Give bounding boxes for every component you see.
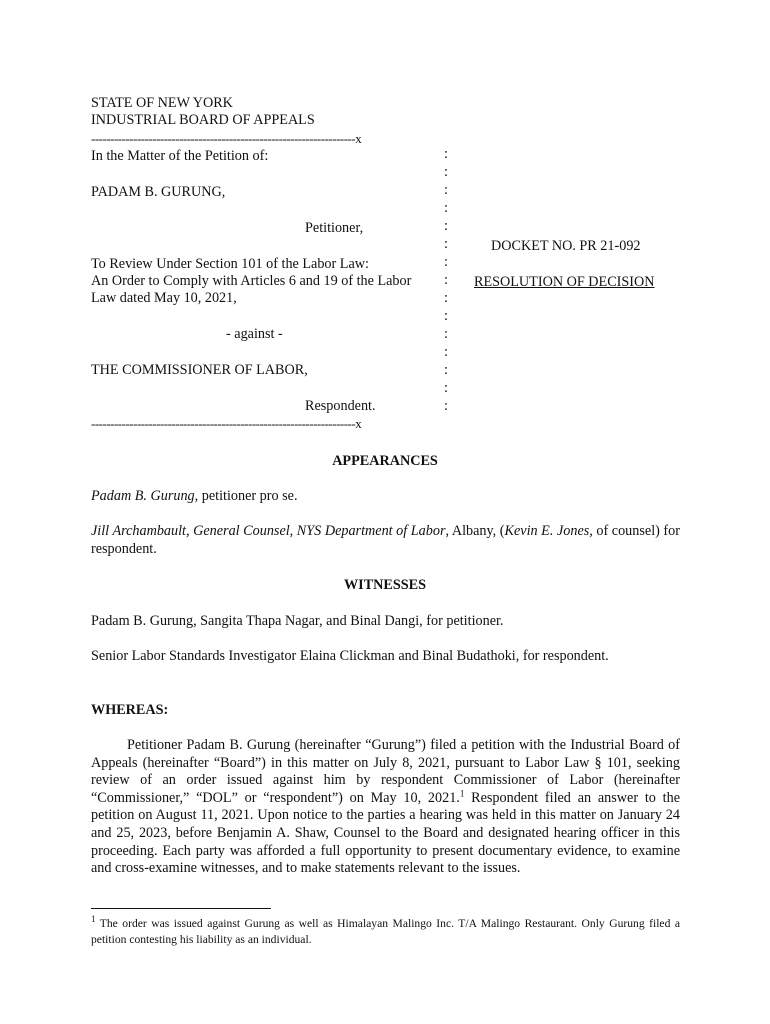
footnote-reference[interactable]: 1	[459, 788, 465, 799]
caption-top-rule: ---------------------------------------------------------------------x	[91, 131, 362, 146]
against-label: - against -	[226, 326, 283, 342]
docket-number: DOCKET NO. PR 21-092	[491, 238, 641, 254]
document-title: RESOLUTION OF DECISION	[474, 274, 655, 290]
whereas-heading: WHEREAS:	[91, 702, 169, 718]
in-the-matter: In the Matter of the Petition of:	[91, 148, 269, 164]
respondent-name: THE COMMISSIONER OF LABOR,	[91, 362, 308, 378]
footnote-mark: 1	[91, 914, 96, 925]
witnesses-respondent: Senior Labor Standards Investigator Elaina Clickman and Binal Budathoki, for respondent.	[91, 648, 609, 664]
review-line-3: Law dated May 10, 2021,	[91, 290, 237, 306]
footnote-divider	[91, 908, 271, 909]
witnesses-heading: WITNESSES	[343, 577, 426, 593]
court-name: INDUSTRIAL BOARD OF APPEALS	[91, 112, 315, 128]
review-line-1: To Review Under Section 101 of the Labor Law:	[91, 256, 369, 272]
appearance-petitioner: Padam B. Gurung, petitioner pro se.	[91, 488, 298, 504]
appearance-petitioner-name: Padam B. Gurung	[91, 488, 195, 504]
witnesses-petitioner: Padam B. Gurung, Sangita Thapa Nagar, and Binal Dangi, for petitioner.	[91, 613, 504, 629]
review-line-2: An Order to Comply with Articles 6 and 19 of the Labor	[91, 273, 412, 289]
whereas-paragraph: Petitioner Padam B. Gurung (hereinafter “Gurung”) filed a petition with the Industrial Board of Appeals (hereinafter “Board”) in this matter on July 8, 2021, pursuant to Labor Law § 101, seeking review of an order issued against him by respondent Commissioner of Labor (hereinafter “Commissioner,” “DOL” or “respondent”) on May 10, 2021.$^1$ Respondent filed an answer to the petition on August 11, 2021. Upon notice to the parties a hearing was held in this matter on January 24 and 25, 2023, before Benjamin A. Shaw, Counsel to the Board and designated hearing officer in this proceeding. Each party was afforded a full opportunity to present documentary evidence, to examine and cross-examine witnesses, and to make statements relevant to the issues.	[91, 737, 680, 877]
caption-colon-column: : : : : : : : : : : : : : : :	[444, 146, 448, 414]
court-state: STATE OF NEW YORK	[91, 95, 233, 111]
petitioner-name: PADAM B. GURUNG,	[91, 184, 226, 200]
footnote: $^1$ The order was issued against Gurung as well as Himalayan Malingo Inc. T/A Malingo Restaurant. Only Gurung filed a petition contesting his liability as an individual.	[91, 914, 680, 946]
appearance-respondent: Jill Archambault, General Counsel, NYS Department of Labor, Albany, (Kevin E. Jones, of counsel) for respondent.	[91, 523, 680, 557]
petitioner-role: Petitioner,	[305, 220, 364, 236]
respondent-role: Respondent.	[305, 398, 376, 414]
appearances-heading: APPEARANCES	[332, 453, 438, 469]
caption-bottom-rule: ---------------------------------------------------------------------x	[91, 416, 362, 431]
